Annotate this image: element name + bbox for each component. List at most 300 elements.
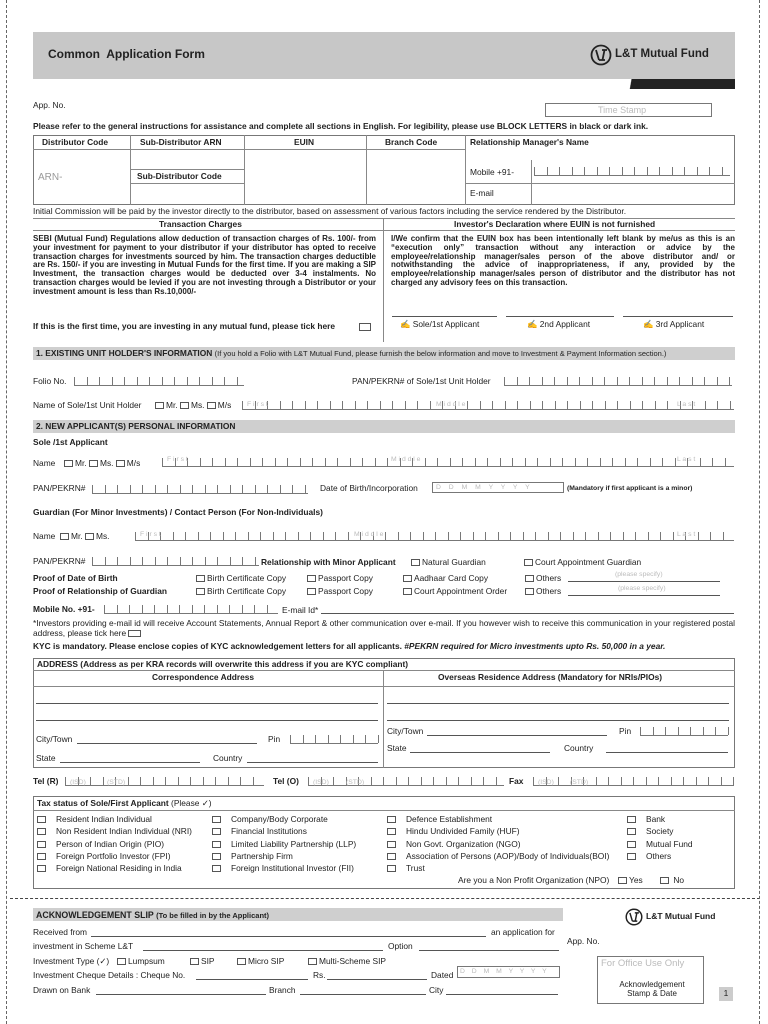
cell-divider	[217, 557, 218, 565]
cell-divider	[124, 377, 125, 385]
cell-divider	[165, 777, 166, 785]
cell-divider	[642, 401, 643, 409]
cell-divider	[662, 458, 663, 466]
cell-divider	[600, 458, 601, 466]
cell-divider	[254, 605, 255, 613]
application-label: an application for	[491, 927, 555, 937]
cell-divider	[298, 532, 299, 540]
first-time-checkbox[interactable]	[359, 323, 371, 331]
cell-divider	[303, 735, 304, 743]
tax-col2-checkbox[interactable]	[212, 816, 221, 823]
tax-option-label: Others	[646, 850, 672, 861]
email-label: E-mail Id*	[282, 605, 319, 615]
guardian-name-field[interactable]	[135, 528, 734, 541]
branch-code-header: Branch Code	[385, 137, 438, 147]
tc-body: SEBI (Mutual Fund) Regulations allow deduction of transaction charges of Rs. 100/- from your investment for payment to your distributor if your distributor has opted to receive transaction charges for investments sourced by him. The transaction charges deductible are Rs. 150/- if you are investing in Mutual Funds for the first time. If you are making a SIP Investment, the transaction charges would be deducted over 3-4 instalments. No transaction charges would be levied if you are not investing through a Distributor or your investment amount is less than Rs.10,000/-	[33, 234, 376, 296]
euin-header: EUIN	[294, 137, 315, 147]
micro-sip-checkbox[interactable]	[237, 958, 246, 965]
cell-divider	[704, 377, 705, 385]
micro-sip-option[interactable]	[237, 957, 284, 967]
applicant-title-options	[64, 459, 140, 469]
existing-middle-ph: M i d d l e	[436, 401, 466, 408]
cell-divider	[387, 458, 388, 466]
tax-col3-checkbox[interactable]	[387, 828, 396, 835]
cell-divider	[617, 401, 618, 409]
cell-divider	[328, 735, 329, 743]
cell-divider	[608, 777, 609, 785]
tax-option-label: Company/Body Corporate	[231, 814, 328, 824]
office-use-label: For Office Use Only	[601, 958, 685, 969]
proof-rel-others[interactable]	[525, 587, 561, 597]
ms-label: Ms.	[99, 458, 114, 468]
specify-ph-2: (please specify)	[618, 585, 666, 592]
applicant-name-label: Name	[33, 458, 56, 468]
cell-divider	[348, 532, 349, 540]
cell-divider	[287, 458, 288, 466]
cell-divider	[621, 777, 622, 785]
cell-divider	[448, 532, 449, 540]
cell-divider	[730, 401, 731, 409]
cell-divider	[496, 777, 497, 785]
cell-divider	[240, 777, 241, 785]
npo-no-checkbox[interactable]	[660, 877, 669, 884]
cell-divider	[224, 377, 225, 385]
cell-divider	[140, 777, 141, 785]
tax-col3-checkbox[interactable]	[387, 816, 396, 823]
time-stamp-label: Time Stamp	[598, 105, 647, 115]
cell-divider	[548, 532, 549, 540]
cell-divider	[692, 377, 693, 385]
arn-field[interactable]: ARN-	[38, 172, 63, 183]
cell-divider	[572, 167, 573, 175]
cell-divider	[162, 458, 163, 466]
cell-divider	[340, 735, 341, 743]
cell-divider	[129, 605, 130, 613]
folio-field[interactable]	[74, 373, 244, 386]
instruction-text: Please refer to the general instructions for assistance and complete all sections in English. For legibility, please use BLOCK LETTERS in black or dark ink.	[33, 121, 649, 131]
sip-label: SIP	[201, 956, 215, 966]
cell-divider	[212, 377, 213, 385]
ov-pin-label: Pin	[619, 726, 632, 736]
declaration-title: Investor's Declaration where EUIN is not furnished	[454, 219, 656, 229]
kyc-note	[33, 642, 665, 652]
cell-divider	[604, 377, 605, 385]
tax-col3-checkbox[interactable]	[387, 865, 396, 872]
cell-divider	[378, 735, 379, 743]
sub-distributor-code-label: Sub-Distributor Code	[137, 171, 222, 181]
cell-divider	[380, 401, 381, 409]
cell-divider	[679, 377, 680, 385]
relationship-label: Relationship with Minor Applicant	[261, 557, 396, 567]
cell-divider	[480, 401, 481, 409]
cell-divider	[510, 532, 511, 540]
cell-divider	[408, 777, 409, 785]
court-guardian-label: Court Appointment Guardian	[535, 557, 642, 567]
applicant-pan-field[interactable]	[92, 481, 308, 494]
cell-divider	[504, 377, 505, 385]
rm-mobile-field[interactable]	[534, 163, 730, 176]
ov-city-label: City/Town	[387, 726, 424, 736]
tax-col2-checkbox[interactable]	[212, 853, 221, 860]
cell-divider	[696, 777, 697, 785]
cell-divider	[647, 167, 648, 175]
cell-divider	[579, 377, 580, 385]
cell-divider	[487, 458, 488, 466]
cell-divider	[317, 401, 318, 409]
cell-divider	[421, 777, 422, 785]
cell-divider	[697, 167, 698, 175]
guardian-last-ph: L a s t	[677, 531, 696, 538]
cell-divider	[310, 532, 311, 540]
cell-divider	[654, 377, 655, 385]
mrs-checkbox[interactable]	[116, 460, 125, 467]
mr-checkbox[interactable]	[60, 533, 69, 540]
natural-guardian-checkbox[interactable]	[411, 559, 420, 566]
passport-label: Passport Copy	[318, 573, 373, 583]
cell-divider	[292, 401, 293, 409]
cell-divider	[705, 401, 706, 409]
cell-divider	[675, 458, 676, 466]
cell-divider	[180, 485, 181, 493]
cell-divider	[308, 777, 309, 785]
cell-divider	[205, 557, 206, 565]
cell-divider	[187, 377, 188, 385]
mr-checkbox[interactable]	[64, 460, 73, 467]
cell-divider	[167, 605, 168, 613]
sip-checkbox[interactable]	[190, 958, 199, 965]
tax-col1-checkbox[interactable]	[37, 816, 46, 823]
cell-divider	[708, 777, 709, 785]
dated-label: Dated	[431, 970, 454, 980]
lumpsum-label: Lumpsum	[128, 956, 165, 966]
cell-divider	[337, 458, 338, 466]
cell-divider	[353, 735, 354, 743]
corr-state-label: State	[36, 753, 56, 763]
cell-divider	[285, 532, 286, 540]
tax-col1-checkbox[interactable]	[37, 853, 46, 860]
ms-checkbox[interactable]	[85, 533, 94, 540]
cell-divider	[185, 532, 186, 540]
cell-divider	[659, 167, 660, 175]
cell-divider	[717, 401, 718, 409]
ov-country-label: Country	[564, 743, 594, 753]
cell-divider	[529, 377, 530, 385]
cell-divider	[335, 532, 336, 540]
cut-line-vertical-right	[759, 0, 760, 1024]
cell-divider	[396, 777, 397, 785]
lt-logo-icon	[625, 908, 643, 926]
cut-line-vertical	[6, 0, 7, 1024]
commission-note: Initial Commission will be paid by the investor directly to the distributor, based on assessment of various factors including the service rendered by the Distributor.	[33, 206, 627, 216]
dob-ph: D D M M Y Y Y Y	[436, 484, 533, 491]
applicant-name-field[interactable]	[162, 454, 734, 467]
specify-ph: (please specify)	[615, 571, 663, 578]
cell-divider	[709, 167, 710, 175]
lumpsum-option[interactable]	[117, 957, 165, 967]
others-label: Others	[536, 586, 562, 596]
cell-divider	[435, 532, 436, 540]
tax-option-label: Resident Indian Individual	[56, 814, 152, 824]
guardian-first-ph: F i r s t	[140, 531, 161, 538]
cell-divider	[559, 167, 560, 175]
postal-checkbox[interactable]	[128, 630, 141, 637]
fax-field[interactable]	[533, 773, 734, 786]
npo-yes-checkbox[interactable]	[618, 877, 627, 884]
tax-status-title	[37, 799, 212, 809]
cell-divider	[678, 727, 679, 735]
cell-divider	[305, 401, 306, 409]
corr-pin-field[interactable]	[290, 731, 378, 744]
aadhaar-checkbox[interactable]	[403, 575, 412, 582]
npo-no-option[interactable]	[660, 876, 684, 886]
multi-sip-option[interactable]	[308, 957, 386, 967]
cell-divider	[555, 401, 556, 409]
tel-r-std: (STD)	[107, 779, 126, 786]
cell-divider	[672, 167, 673, 175]
sip-option[interactable]	[190, 957, 215, 967]
cell-divider	[130, 485, 131, 493]
cell-divider	[199, 377, 200, 385]
sig-second-label	[527, 320, 590, 330]
cell-divider	[458, 777, 459, 785]
cell-divider	[178, 777, 179, 785]
scheme-label: investment in Scheme L&T	[33, 941, 134, 951]
cell-divider	[290, 735, 291, 743]
cell-divider	[592, 401, 593, 409]
cell-divider	[330, 401, 331, 409]
tax-option-label: Society	[646, 826, 674, 837]
cell-divider	[450, 458, 451, 466]
applicant-last-ph: L a s t	[677, 456, 696, 463]
existing-name-label: Name of Sole/1st Unit Holder	[33, 400, 142, 410]
cell-divider	[597, 167, 598, 175]
form-title: Common Application Form	[48, 47, 205, 61]
tel-o-field[interactable]	[308, 773, 504, 786]
cell-divider	[609, 167, 610, 175]
tel-o-label: Tel (O)	[273, 776, 299, 786]
cell-divider	[248, 532, 249, 540]
cell-divider	[658, 777, 659, 785]
npo-no-label: No	[673, 875, 685, 885]
guardian-name-label: Name	[33, 531, 56, 541]
cell-divider	[623, 532, 624, 540]
cell-divider	[217, 605, 218, 613]
tax-col4-checkbox[interactable]	[627, 853, 636, 860]
cell-divider	[633, 777, 634, 785]
pekrn-note: #PEKRN required for Micro investments upto Rs. 50,000 in a year.	[404, 641, 666, 651]
cell-divider	[533, 777, 534, 785]
page-number: 1	[719, 987, 733, 1001]
cell-divider	[260, 532, 261, 540]
cell-divider	[517, 401, 518, 409]
cell-divider	[90, 777, 91, 785]
mr-label: Mr.	[166, 400, 178, 410]
cell-divider	[355, 401, 356, 409]
cell-divider	[475, 458, 476, 466]
guardian-title-options	[60, 532, 109, 542]
existing-name-field[interactable]	[242, 397, 734, 410]
cell-divider	[333, 777, 334, 785]
cell-divider	[715, 727, 716, 735]
tax-col2-checkbox[interactable]	[212, 865, 221, 872]
option-label: Option	[388, 941, 413, 951]
cell-divider	[174, 377, 175, 385]
tel-r-field[interactable]	[65, 773, 264, 786]
mrs-checkbox[interactable]	[207, 402, 216, 409]
cell-divider	[437, 458, 438, 466]
multi-sip-checkbox[interactable]	[308, 958, 317, 965]
tax-col4-checkbox[interactable]	[627, 828, 636, 835]
cell-divider	[430, 401, 431, 409]
tax-col2-checkbox[interactable]	[212, 828, 221, 835]
cell-divider	[655, 401, 656, 409]
tax-col4-checkbox[interactable]	[627, 841, 636, 848]
tax-col3-checkbox[interactable]	[387, 853, 396, 860]
cell-divider	[653, 727, 654, 735]
tax-option-label: Defence Establishment	[406, 814, 493, 824]
cell-divider	[587, 458, 588, 466]
tax-col2-checkbox[interactable]	[212, 841, 221, 848]
cell-divider	[117, 557, 118, 565]
cell-divider	[179, 605, 180, 613]
received-label: Received from	[33, 927, 87, 937]
guardian-pan-field[interactable]	[92, 553, 259, 566]
tax-col3-checkbox[interactable]	[387, 841, 396, 848]
lumpsum-checkbox[interactable]	[117, 958, 126, 965]
cell-divider	[198, 532, 199, 540]
cell-divider	[584, 167, 585, 175]
cell-divider	[204, 605, 205, 613]
cheque-label: Investment Cheque Details : Cheque No.	[33, 970, 186, 980]
proof-rel-court[interactable]	[403, 587, 507, 597]
proof-dob-others[interactable]	[525, 574, 561, 584]
tax-col1-checkbox[interactable]	[37, 865, 46, 872]
existing-first-ph: F i r s t	[247, 401, 268, 408]
branch-label: Branch	[269, 985, 296, 995]
cell-divider	[342, 401, 343, 409]
proof-dob-aadhaar[interactable]	[403, 574, 488, 584]
ov-pin-field[interactable]	[640, 723, 728, 736]
tax-option-label: Financial Institutions	[231, 826, 307, 837]
first-time-label: If this is the first time, you are investing in any mutual fund, please tick here	[33, 321, 336, 331]
cell-divider	[717, 377, 718, 385]
ms-checkbox[interactable]	[180, 402, 189, 409]
passport-checkbox[interactable]	[307, 588, 316, 595]
guardian-pan-label: PAN/PEKRN#	[33, 556, 86, 566]
cell-divider	[192, 557, 193, 565]
cell-divider	[142, 557, 143, 565]
cell-divider	[262, 458, 263, 466]
tax-option-label: Foreign Portfolio Investor (FPI)	[56, 850, 171, 861]
cell-divider	[660, 532, 661, 540]
section1-title: 1. EXISTING UNIT HOLDER'S INFORMATION	[36, 348, 213, 358]
micro-sip-label: Micro SIP	[248, 956, 285, 966]
cell-divider	[375, 458, 376, 466]
cell-divider	[596, 777, 597, 785]
cell-divider	[635, 532, 636, 540]
others-label: Others	[536, 573, 562, 583]
cell-divider	[142, 605, 143, 613]
tax-col1-checkbox[interactable]	[37, 841, 46, 848]
email-field[interactable]	[321, 613, 734, 614]
cell-divider	[729, 377, 730, 385]
cell-divider	[137, 377, 138, 385]
cell-divider	[634, 167, 635, 175]
existing-pan-field[interactable]	[504, 373, 732, 386]
rm-mobile-label: Mobile +91-	[470, 167, 514, 177]
mobile-field[interactable]	[104, 601, 278, 614]
section-existing-holder	[33, 347, 735, 360]
corr-city-label: City/Town	[36, 734, 73, 744]
birth-cert-checkbox[interactable]	[196, 575, 205, 582]
ms-checkbox[interactable]	[89, 460, 98, 467]
cell-divider	[325, 458, 326, 466]
cell-divider	[280, 485, 281, 493]
proof-dob-birth[interactable]	[196, 574, 286, 584]
cell-divider	[580, 401, 581, 409]
cell-divider	[473, 532, 474, 540]
cell-divider	[612, 458, 613, 466]
cell-divider	[550, 458, 551, 466]
npo-yes-option[interactable]	[618, 876, 643, 886]
cell-divider	[362, 458, 363, 466]
app-no-label: App. No.	[33, 100, 66, 110]
cell-divider	[128, 777, 129, 785]
cell-divider	[217, 485, 218, 493]
npo-question: Are you a Non Profit Organization (NPO)	[458, 875, 610, 885]
court-order-checkbox[interactable]	[403, 588, 412, 595]
tax-col1-checkbox[interactable]	[37, 828, 46, 835]
distributor-code-header: Distributor Code	[42, 137, 109, 147]
overseas-address-title: Overseas Residence Address (Mandatory for NRIs/PIOs)	[438, 672, 663, 682]
existing-last-ph: L a s t	[677, 401, 696, 408]
cell-divider	[242, 605, 243, 613]
cell-divider	[367, 401, 368, 409]
cell-divider	[505, 401, 506, 409]
proof-dob-passport[interactable]	[307, 574, 373, 584]
cell-divider	[710, 532, 711, 540]
cell-divider	[280, 401, 281, 409]
cell-divider	[315, 735, 316, 743]
mr-checkbox[interactable]	[155, 402, 164, 409]
sub-arn-header: Sub-Distributor ARN	[140, 137, 222, 147]
cell-divider	[562, 458, 563, 466]
court-guardian-option[interactable]	[524, 558, 641, 568]
cell-divider	[622, 167, 623, 175]
cell-divider	[371, 777, 372, 785]
passport-checkbox[interactable]	[307, 575, 316, 582]
birth-cert-checkbox[interactable]	[196, 588, 205, 595]
proof-rel-passport[interactable]	[307, 587, 373, 597]
tax-col4-checkbox[interactable]	[627, 816, 636, 823]
tax-option-label: Limited Liability Partnership (LLP)	[231, 838, 357, 849]
cell-divider	[542, 401, 543, 409]
ack-app-no-label: App. No.	[567, 936, 600, 946]
court-guardian-checkbox[interactable]	[524, 559, 533, 566]
pen-icon: ✍	[527, 319, 538, 329]
cell-divider	[250, 458, 251, 466]
cell-divider	[585, 532, 586, 540]
proof-rel-birth[interactable]	[196, 587, 286, 597]
others-checkbox[interactable]	[525, 575, 534, 582]
tel-r-label: Tel (R)	[33, 776, 59, 786]
tax-title-text: Tax status of Sole/First Applicant	[37, 798, 169, 808]
others-checkbox[interactable]	[525, 588, 534, 595]
cell-divider	[267, 485, 268, 493]
natural-guardian-option[interactable]	[411, 558, 486, 568]
proof-rel-label: Proof of Relationship of Guardian	[33, 586, 167, 596]
cell-divider	[200, 458, 201, 466]
